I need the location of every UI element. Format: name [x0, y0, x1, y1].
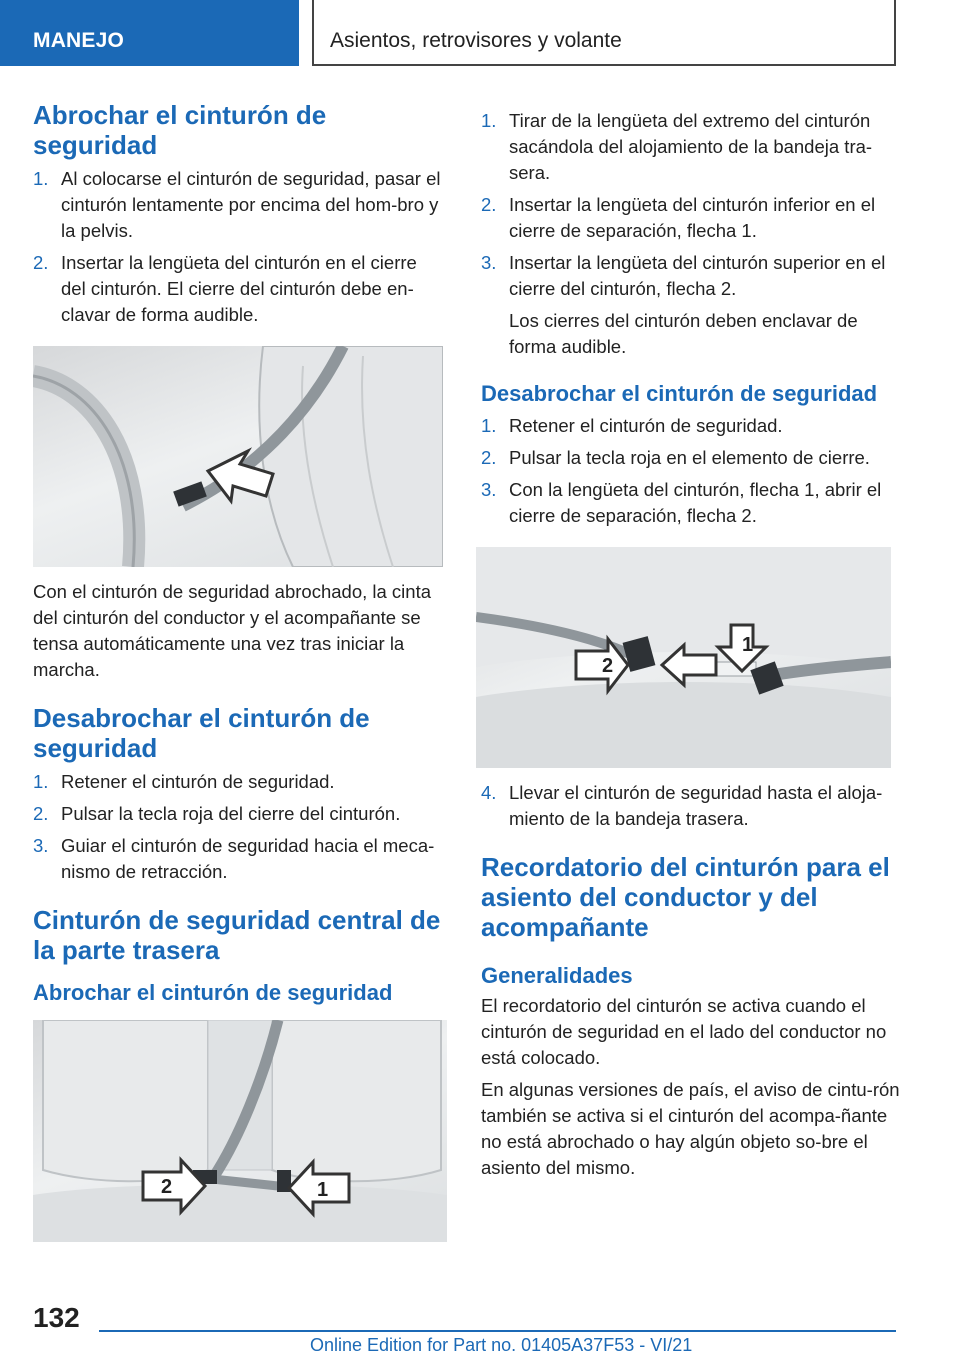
chapter-box	[312, 0, 896, 66]
figure-label-2: 2	[602, 655, 614, 677]
list-item: 1. Retener el cinturón de seguridad.	[33, 771, 335, 792]
figure-driver-seat-belt	[33, 346, 443, 567]
heading-center-belt: Cinturón de seguridad central de la parte trasera	[33, 905, 441, 965]
list-item: 2. Pulsar la tecla roja del cierre del cinturón.	[33, 803, 401, 824]
center-unfasten-steps	[481, 413, 901, 529]
list-item: 1. Al colocarse el cinturón de seguridad, pasar el cinturón lentamente por encima del hom-bro y la pelvis.	[33, 168, 441, 241]
figure-label-1: 1	[742, 634, 754, 656]
footer-divider	[99, 1330, 896, 1332]
list-item: 2. Insertar la lengüeta del cinturón en el cierre del cinturón. El cierre del cinturón debe en-clavar de forma audible.	[33, 252, 417, 325]
heading-general: Generalidades	[481, 963, 633, 988]
heading-center-unfasten: Desabrochar el cinturón de seguridad	[481, 381, 878, 406]
figure-rear-center-belt	[33, 1020, 447, 1242]
list-item: 1. Tirar de la lengüeta del extremo del cinturón sacándola del alojamiento de la bandeja tra-sera.	[481, 110, 873, 183]
fasten-steps	[33, 166, 445, 328]
center-step4	[481, 780, 901, 832]
right-column	[481, 108, 901, 1181]
heading-fasten: Abrochar el cinturón de seguridad	[33, 100, 327, 160]
edition-info: Online Edition for Part no. 01405A37F53 - VI/21	[310, 1335, 693, 1355]
list-item: 3. Guiar el cinturón de seguridad hacia el meca-nismo de retracción.	[33, 835, 435, 882]
section-title: MANEJO	[33, 29, 125, 52]
figure-center-unfasten	[476, 547, 891, 768]
list-item: 2. Pulsar la tecla roja en el elemento de cierre.	[481, 447, 870, 468]
list-item: 4. Llevar el cinturón de seguridad hasta el aloja-miento de la bandeja trasera.	[481, 782, 883, 829]
figure-label-1: 1	[317, 1179, 329, 1201]
list-item: 3. Insertar la lengüeta del cinturón superior en el cierre del cinturón, flecha 2.	[481, 252, 886, 299]
center-fasten-note: Los cierres del cinturón deben enclavar de forma audible.	[509, 310, 858, 357]
center-fasten-steps	[481, 108, 901, 302]
left-column	[33, 100, 445, 1242]
heading-center-fasten: Abrochar el cinturón de seguridad	[33, 980, 393, 1005]
reminder-paragraph-2: En algunas versiones de país, el aviso de cintu-rón también se activa si el cinturón del acompa-ñante no está abrochado o hay algún objeto so-bre el asiento del mismo.	[481, 1079, 900, 1178]
reminder-paragraph-1: El recordatorio del cinturón se activa cuando el cinturón de seguridad en el lado del conductor no está colocado.	[481, 995, 887, 1068]
list-item: 3. Con la lengüeta del cinturón, flecha 1, abrir el cierre de separación, flecha 2.	[481, 479, 882, 526]
list-item: 2. Insertar la lengüeta del cinturón inferior en el cierre de separación, flecha 1.	[481, 194, 876, 241]
section-tab	[0, 0, 299, 66]
figure-label-2: 2	[161, 1176, 173, 1198]
chapter-title: Asientos, retrovisores y volante	[330, 29, 622, 52]
tension-paragraph: Con el cinturón de seguridad abrochado, la cinta del cinturón del conductor y el acompañante se tensa automáticamente una vez tras iniciar la marcha.	[33, 581, 432, 680]
list-item: 1. Retener el cinturón de seguridad.	[481, 415, 783, 436]
page-number: 132	[33, 1302, 80, 1333]
heading-reminder: Recordatorio del cinturón para el asiento del conductor y del acompañante	[481, 852, 890, 942]
unfasten-steps	[33, 769, 445, 885]
heading-unfasten: Desabrochar el cinturón de seguridad	[33, 703, 370, 763]
